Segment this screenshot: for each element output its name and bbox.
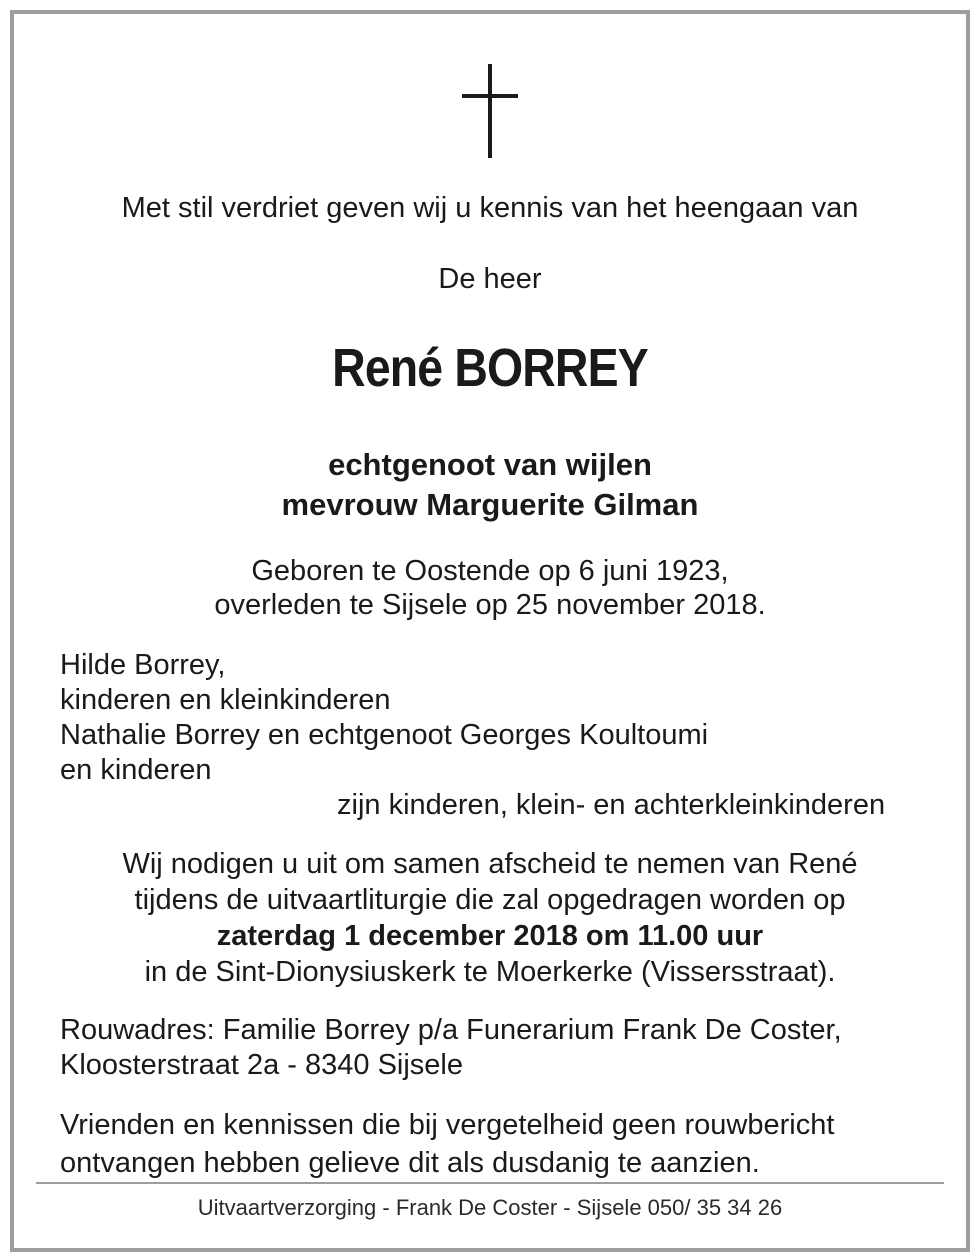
notice-line-1: Vrienden en kennissen die bij vergetelheid geen rouwbericht [60,1109,835,1141]
invitation-line-1: Wij nodigen u uit om samen afscheid te nemen van René [122,848,858,880]
ceremony-location: in de Sint-Dionysiuskerk te Moerkerke (Vissersstraat). [144,956,836,988]
deceased-name: René BORREY [332,338,648,398]
address-line-2: Kloosterstraat 2a - 8340 Sijsele [60,1049,463,1081]
birth-info: Geboren te Oostende op 6 juni 1923, [251,555,729,587]
notice-line-2: ontvangen hebben gelieve dit als dusdanig te aanzien. [60,1147,760,1179]
footer-divider [36,1182,944,1184]
family-line-2: kinderen en kleinkinderen [60,684,391,716]
spouse-line-2: mevrouw Marguerite Gilman [281,487,699,522]
honorific: De heer [438,263,542,295]
spouse-line-1: echtgenoot van wijlen [328,447,652,482]
intro-text: Met stil verdriet geven wij u kennis van het heengaan van [121,192,859,224]
footer-text: Uitvaartverzorging - Frank De Coster - Sijsele 050/ 35 34 26 [197,1195,783,1220]
family-line-4: en kinderen [60,754,212,786]
family-closing: zijn kinderen, klein- en achterkleinkinderen [337,789,886,821]
ceremony-date: zaterdag 1 december 2018 om 11.00 uur [216,920,764,952]
death-info: overleden te Sijsele op 25 november 2018. [214,589,766,621]
family-line-1: Hilde Borrey, [60,649,226,681]
cross-icon [460,64,520,158]
address-line-1: Rouwadres: Familie Borrey p/a Funerarium Frank De Coster, [60,1014,842,1046]
family-line-3: Nathalie Borrey en echtgenoot Georges Koultoumi [60,719,709,751]
invitation-line-2: tijdens de uitvaartliturgie die zal opgedragen worden op [134,884,846,916]
